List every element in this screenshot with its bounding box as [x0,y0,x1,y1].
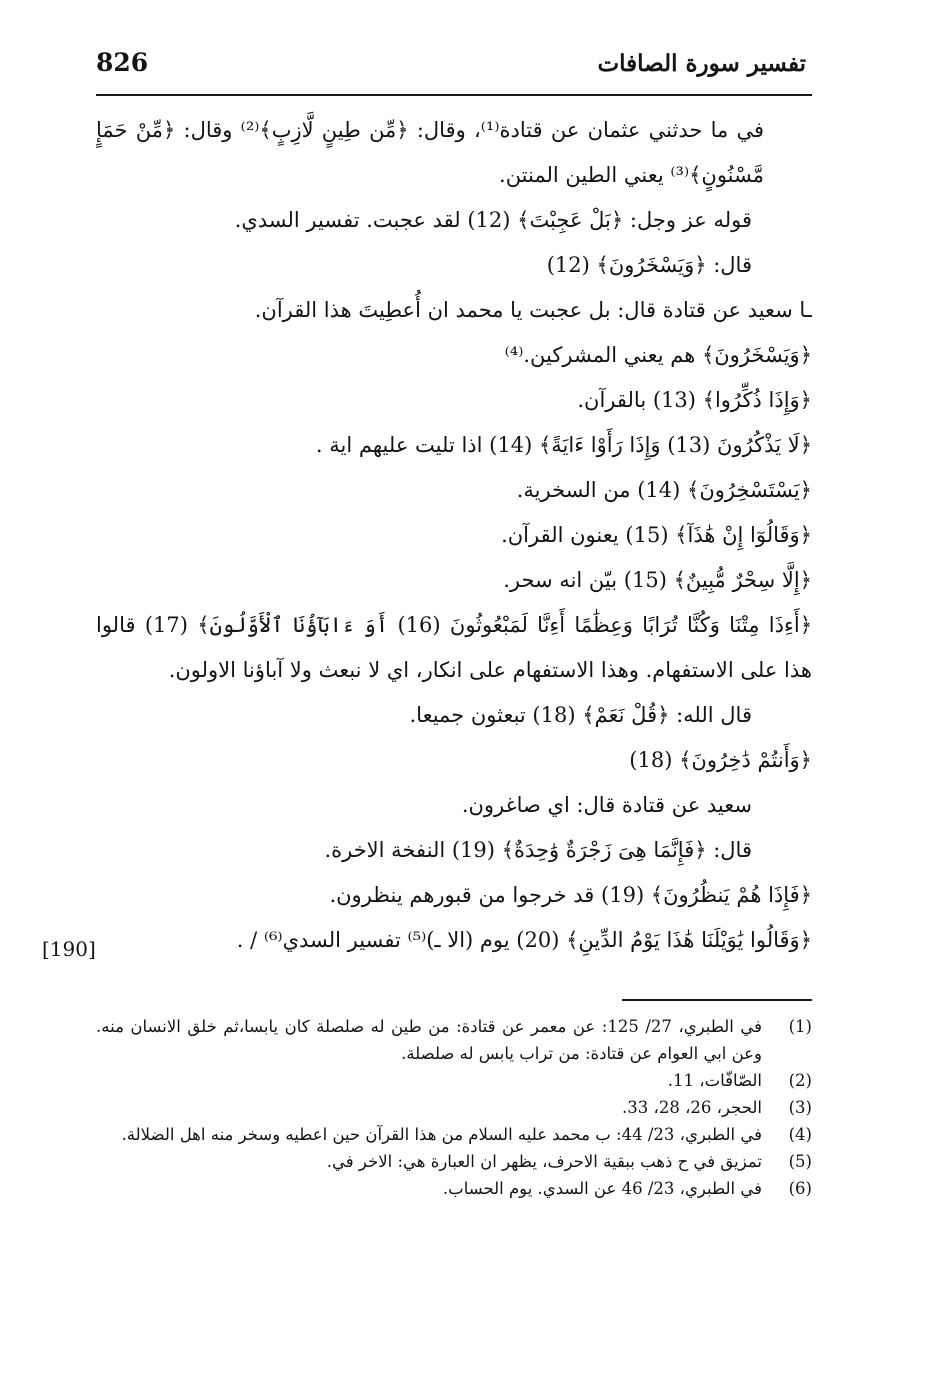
text-paragraph: ﴿لَا يَذْكُرُونَ (13) وَإِذَا رَأَوْا ءَايَةً﴾ (14) اذا تليت عليهم اية . [315,433,812,457]
margin-reference: [190] [42,937,96,961]
footnote-number: (4) [788,1125,812,1144]
text-paragraph: ﴿يَسْتَسْخِرُونَ﴾ (14) من السخرية. [516,478,812,502]
text-paragraph: ﴿فَإِذَا هُمْ يَنظُرُونَ﴾ (19) قد خرجوا من قبورهم ينظرون. [329,883,812,907]
text-paragraph: في ما حدثني عثمان عن قتادة⁽¹⁾، وقال: ﴿مِّن طِينٍ لَّازِبٍ﴾⁽²⁾ وقال: ﴿مِّنْ حَمَإٍ مَّسْنُونٍ﴾⁽³⁾ يعني الطين المنتن. [96,118,764,187]
text-paragraph: ﴿وَقَالُوٓا إِنْ هَٰذَآ﴾ (15) يعنون القرآن. [501,523,812,547]
footnote-number: (1) [788,1017,812,1036]
footnote-number: (3) [788,1098,812,1117]
footnote-text: في الطبري، 27/ 125: عن معمر عن قتادة: من طين له صلصلة كان يابسا،ثم خلق الانسان منه. وعن ابي العوام عن قتادة: من تراب يابس له صلصلة. [96,1017,762,1063]
footnote-item [96,1067,812,1094]
page-number: 826 [96,48,149,77]
page-header [96,48,812,92]
text-paragraph: ـا سعيد عن قتادة قال: بل عجبت يا محمد ان أُعطِيتَ هذا القرآن. [254,298,812,322]
footnote-text: في الطبري، 23/ 46 عن السدي. يوم الحساب. [442,1179,762,1198]
footnote-text: في الطبري، 23/ 44: ب محمد عليه السلام من هذا القرآن حين اعطيه وسخر منه اهل الضلالة. [121,1125,762,1144]
footnote-divider [622,999,812,1001]
text-paragraph: قال: ﴿وَيَسْخَرُونَ﴾ (12) [546,253,752,277]
footnote-text: الحجر، 26، 28، 33. [622,1098,762,1117]
footnote-number: (6) [788,1179,812,1198]
text-paragraph: ﴿وَيَسْخَرُونَ﴾ هم يعني المشركين.⁽⁴⁾ [504,343,812,367]
footnote-number: (2) [788,1071,812,1090]
footnote-number: (5) [788,1152,812,1171]
footnote-item [96,1121,812,1148]
text-paragraph: ﴿وَإِذَا ذُكِّرُوا﴾ (13) بالقرآن. [577,388,812,412]
footnote-item [96,1013,812,1067]
main-text [96,108,812,963]
text-paragraph: قال: ﴿فَإِنَّمَا هِىَ زَجْرَةٌ وَٰحِدَةٌ﴾ (19) النفخة الاخرة. [324,838,752,862]
footnote-item [96,1148,812,1175]
text-paragraph: قال الله: ﴿قُلْ نَعَمْ﴾ (18) تبعثون جميعا. [409,703,752,727]
running-title: تفسير سورة الصافات [597,50,806,77]
footnote-item [96,1094,812,1121]
footnote-text: تمزيق في ح ذهب ببقية الاحرف، يظهر ان العبارة هي: الاخر في. [326,1152,762,1171]
footnotes [96,1013,812,1202]
footnote-item [96,1175,812,1202]
text-paragraph: ﴿وَقَالُوا يَٰوَيْلَنَا هَٰذَا يَوْمُ الدِّينِ﴾ (20) يوم (الا ـ)⁽⁵⁾ تفسير السدي⁽⁶⁾ / . [236,928,812,952]
text-paragraph: ﴿إِلَّا سِحْرٌ مُّبِينٌ﴾ (15) بيّن انه سحر. [503,568,812,592]
text-paragraph: ﴿أَءِذَا مِتْنَا وَكُنَّا تُرَابًا وَعِظَٰمًا أَءِنَّا لَمَبْعُوثُونَ (16) أَوَ ءَابَآؤُنَا ٱلْأَوَّلُونَ﴾ (17) قالوا هذا على الاستفهام. وهذا الاستفهام على انكار، اي لا نبعث ولا آباؤنا الاولون. [96,613,812,682]
text-paragraph: قوله عز وجل: ﴿بَلْ عَجِبْتَ﴾ (12) لقد عجبت. تفسير السدي. [234,208,752,232]
header-divider [96,94,812,96]
text-paragraph: سعيد عن قتادة قال: اي صاغرون. [461,793,752,817]
text-paragraph: ﴿وَأَنتُمْ دَٰخِرُونَ﴾ (18) [629,748,812,772]
footnote-text: الصّافّات، 11. [667,1071,762,1090]
